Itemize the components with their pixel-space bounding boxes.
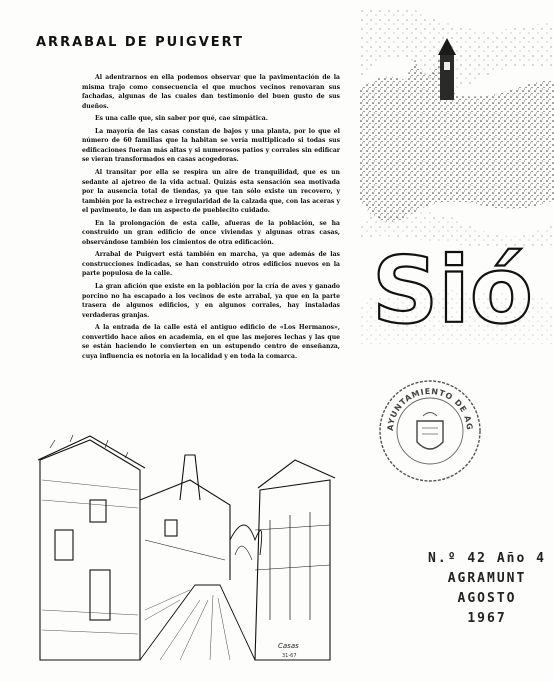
paragraph: La mayoría de las casas constan de bajos y una planta, por lo que el número de 60 familias que la habitan se vería multiplicado si todas sus edificaciones fueran más altas y si numerosos patios y corrales sin edificar se vieran transformados en casas acogedoras. xyxy=(82,127,340,164)
sketch-date: 31-67 xyxy=(282,653,297,659)
sketch-signature: Casas xyxy=(278,642,299,650)
issue-town: AGRAMUNT xyxy=(447,571,527,586)
paragraph: Arrabal de Puigvert está también en marcha, ya que además de las construcciones indicadas, se han construido otros edificios nuevos en la parte populosa de la calle. xyxy=(82,251,340,278)
paragraph: A la entrada de la calle está el antiguo edificio de «Los Hermanos», convertido hace años en academia, en el que las mejores lechas y las que se están haciendo le convierten en un estupendo centro de enseñanza, cuya influencia es notoria en la localidad y en toda la comarca. xyxy=(82,324,340,360)
issue-month: AGOSTO xyxy=(457,591,517,606)
cover-illustration xyxy=(360,0,554,344)
paragraph: En la prolongación de esta calle, afueras de la población, se ha construido un gran edificio de once viviendas y algunas otras casas, observándose también los cimientos de otra edificación. xyxy=(82,219,340,246)
street-sketch xyxy=(30,420,352,665)
svg-text:AYUNTAMIENTO DE AG xyxy=(386,387,474,431)
paragraph: Es una calle que, sin saber por qué, cae simpática. xyxy=(95,115,268,123)
paragraph: Al adentrarnos en ella podemos observar que la pavimentación de la misma trajo como consecuencia el que muchos vecinos renovaran sus fachadas, algunas de las cuales dan testimonio del buen gusto de sus dueños. xyxy=(82,74,340,110)
article-body xyxy=(82,73,340,365)
municipal-stamp xyxy=(375,376,485,486)
article-title: ARRABAL DE PUIGVERT xyxy=(36,35,244,50)
issue-number: N.º 42 Año 4 xyxy=(428,551,546,566)
paragraph: La gran afición que existe en la población por la cría de aves y ganado porcino no ha escapado a los vecinos de este arrabal, ya que en la parte trasera de algunos edificios, y en algunos corrales, hay instaladas verdaderas granjas. xyxy=(82,283,340,319)
paragraph: Al transitar por ella se respira un aire de tranquilidad, que es un sedante al ajetreo de la vida actual. Quizás esta sensación sea motivada por la ausencia total de tiendas, ya que tan sólo existe un recovero, y también por la estrechez e irregularidad de la calzada que, con las aceras y el pavimento, le dan un aspecto de pueblecito cuidado. xyxy=(82,169,340,215)
masthead-logo: Sió xyxy=(372,237,533,344)
issue-info xyxy=(420,549,554,629)
stamp-text: AYUNTAMIENTO DE AG xyxy=(385,386,475,432)
issue-year: 1967 xyxy=(467,611,507,626)
